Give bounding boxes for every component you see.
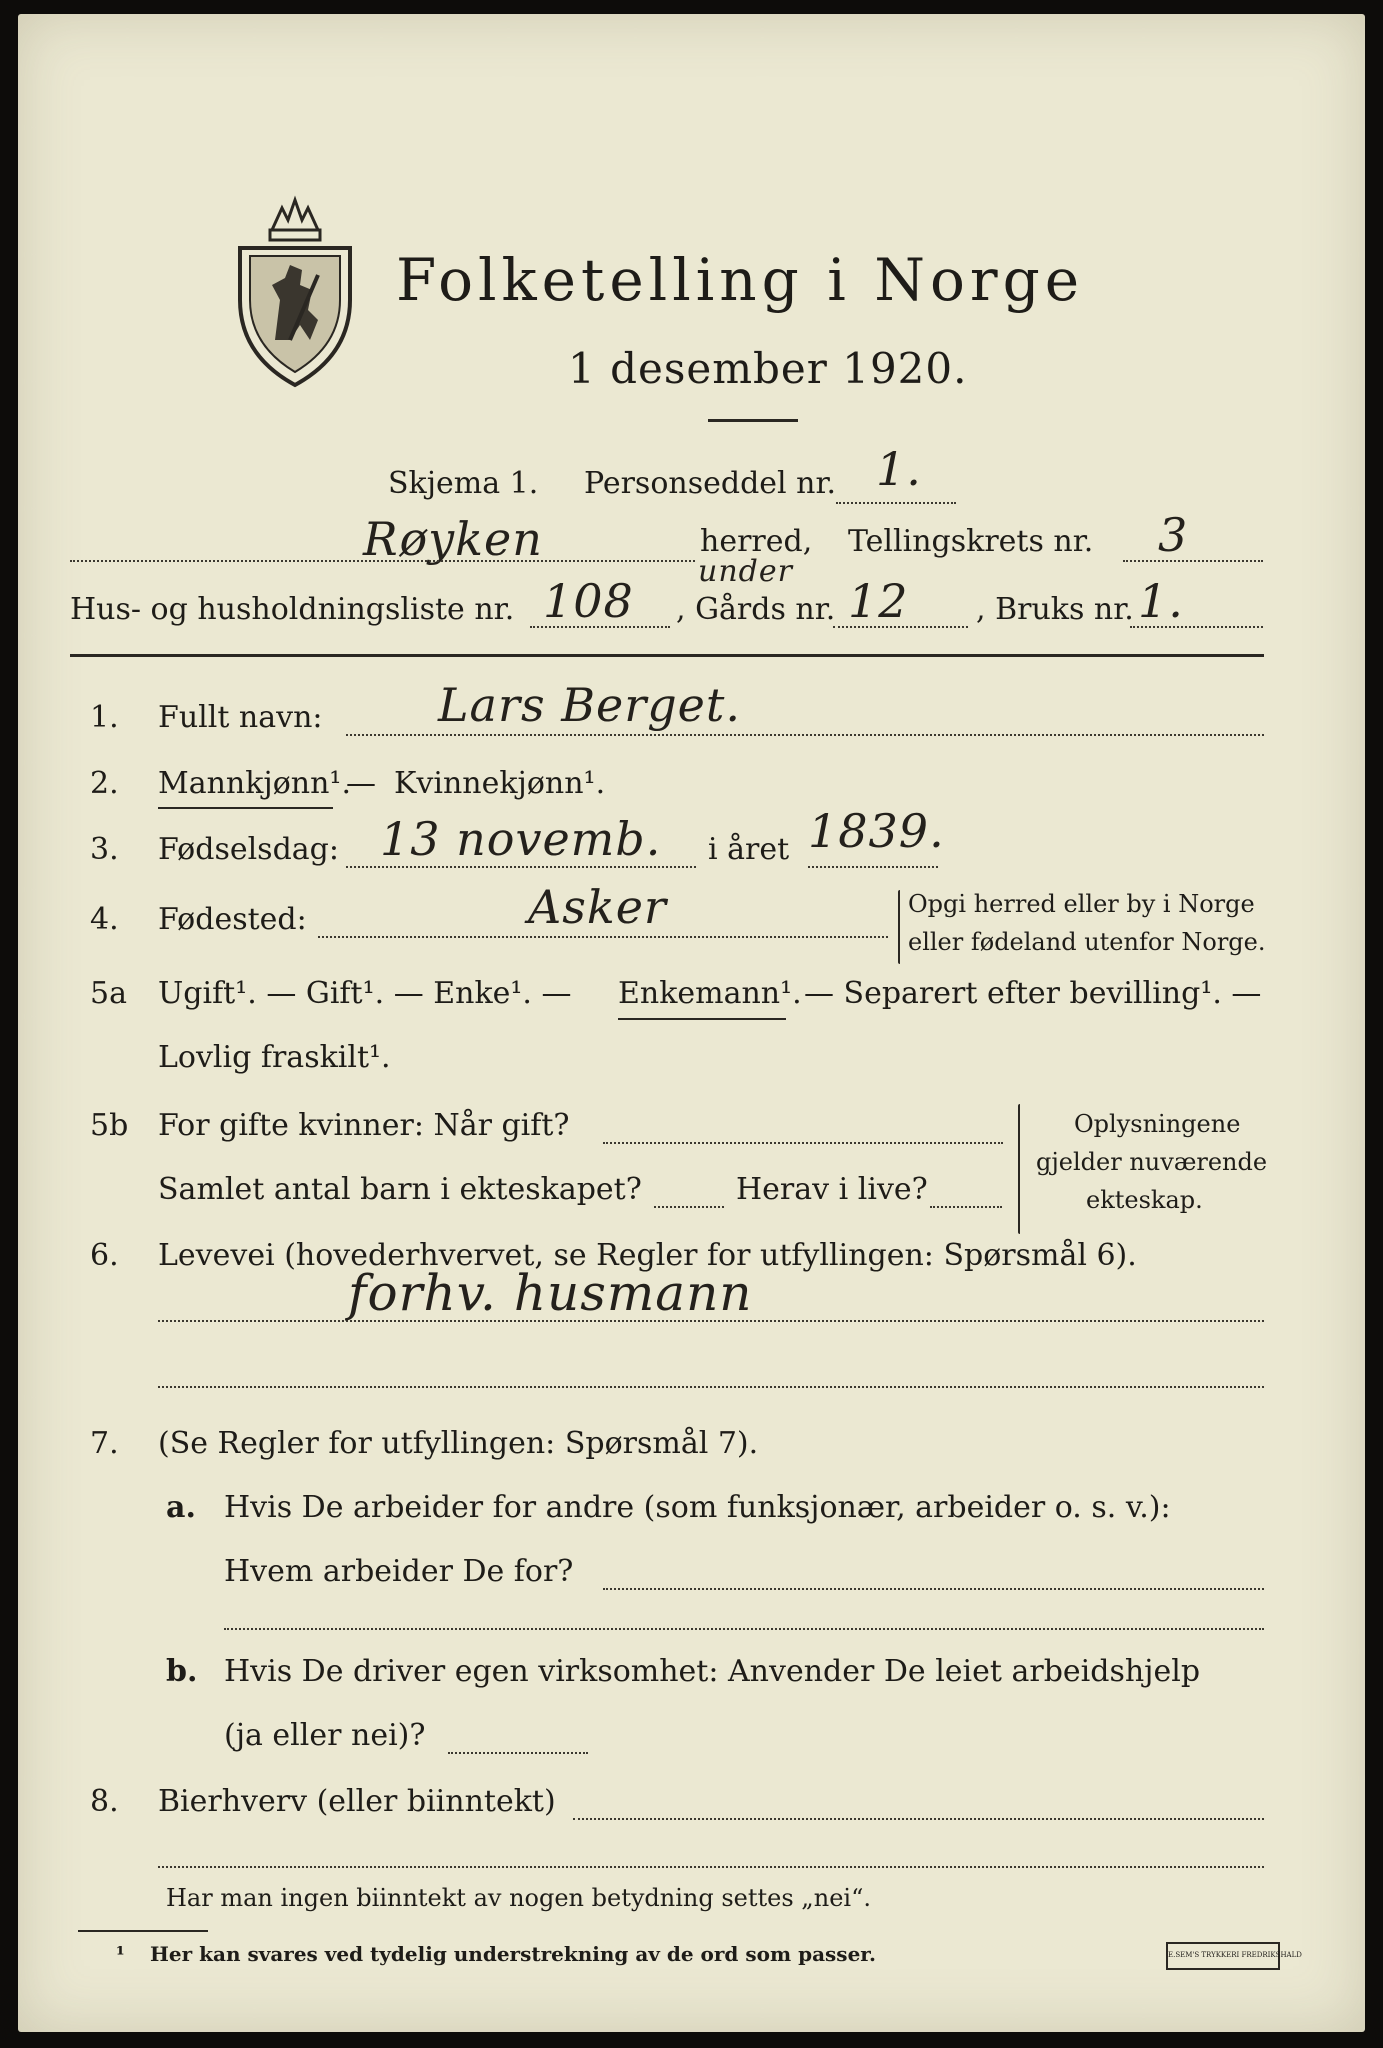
q6-label: Levevei (hovederhvervet, se Regler for utfyllingen: Spørsmål 6).: [158, 1238, 1137, 1273]
q8-label: Bierhverv (eller biinntekt): [158, 1784, 556, 1819]
occupation-value[interactable]: forhv. husmann: [348, 1264, 753, 1322]
q3-label: Fødselsdag:: [158, 832, 339, 867]
marital-options-a[interactable]: Ugift¹. — Gift¹. — Enke¹. —: [158, 976, 572, 1011]
q4-note-line2: eller fødeland utenfor Norge.: [908, 928, 1266, 956]
header-rule: [70, 654, 1264, 657]
footnote-mark: ¹: [116, 1942, 125, 1966]
marital-options-c[interactable]: — Separert efter bevilling¹. —: [804, 976, 1262, 1011]
footnote-rule: [78, 1930, 208, 1932]
q5b-note-line1: Oplysningene: [1074, 1110, 1241, 1138]
q1-number: 1.: [90, 700, 119, 735]
widower-underline: [618, 1018, 786, 1020]
q4-note-line1: Opgi herred eller by i Norge: [908, 890, 1255, 918]
birth-year-value[interactable]: 1839.: [808, 804, 945, 858]
schema-label: Skjema 1.: [388, 466, 539, 501]
q5b-label2: Samlet antal barn i ekteskapet?: [158, 1172, 642, 1207]
side-income-line[interactable]: [573, 1818, 1264, 1820]
footnote-text: Her kan svares ved tydelig understrekning av de ord som passer.: [150, 1942, 876, 1966]
person-label: Personseddel nr.: [584, 466, 837, 501]
bruks-value[interactable]: 1.: [1138, 574, 1184, 628]
q7b-letter: b.: [166, 1654, 198, 1689]
q6-number: 6.: [90, 1238, 119, 1273]
q5b-label3: Herav i live?: [736, 1172, 928, 1207]
hus-label: Hus- og husholdningsliste nr.: [70, 592, 515, 627]
children-count-line[interactable]: [654, 1206, 724, 1208]
full-name-value[interactable]: Lars Berget.: [438, 678, 741, 732]
q4-label: Fødested:: [158, 902, 307, 937]
printer-stamp: E.SEM'S TRYKKERI FREDRIKSHALD: [1166, 1942, 1280, 1970]
married-when-line[interactable]: [603, 1142, 1003, 1144]
q5b-note-line2: gjelder nuværende: [1036, 1148, 1268, 1176]
q5b-number: 5b: [90, 1108, 129, 1143]
q7b-line2: (ja eller nei)?: [224, 1718, 426, 1753]
birthday-value[interactable]: 13 novemb.: [380, 812, 662, 866]
hired-help-line[interactable]: [448, 1752, 588, 1754]
q7b-line1: Hvis De driver egen virksomhet: Anvender De leiet arbeidshjelp: [224, 1654, 1201, 1689]
employer-line2[interactable]: [224, 1628, 1264, 1630]
q6-line2: [158, 1386, 1264, 1388]
side-income-line2[interactable]: [158, 1866, 1264, 1868]
census-date: 1 desember 1920.: [568, 344, 968, 393]
herred-line: [70, 560, 695, 562]
q4-number: 4.: [90, 902, 119, 937]
q2-number: 2.: [90, 766, 119, 801]
herred-label: herred,: [700, 524, 813, 559]
male-option[interactable]: Mannkjønn¹.: [158, 766, 351, 801]
q8-number: 8.: [90, 1784, 119, 1819]
q5b-brace: [1018, 1104, 1020, 1234]
employer-line[interactable]: [603, 1588, 1264, 1590]
gards-value[interactable]: 12: [848, 574, 909, 628]
q4-brace: [898, 890, 900, 964]
hus-value[interactable]: 108: [543, 574, 634, 628]
person-number-value[interactable]: 1.: [876, 442, 922, 496]
q1-line: [346, 734, 1264, 736]
q4-line: [318, 936, 888, 938]
q3-date-line: [346, 866, 696, 868]
q5b-note-line3: ekteskap.: [1086, 1186, 1203, 1214]
q1-label: Fullt navn:: [158, 700, 323, 735]
male-underline: [158, 807, 333, 809]
female-option[interactable]: Kvinnekjønn¹.: [394, 766, 606, 801]
q3-year-line: [808, 866, 938, 868]
gards-label: , Gårds nr.: [676, 592, 836, 627]
herred-value[interactable]: Røyken: [363, 512, 543, 566]
birthplace-value[interactable]: Asker: [528, 880, 667, 934]
tellingskrets-line: [1123, 560, 1263, 562]
children-alive-line[interactable]: [930, 1206, 1002, 1208]
divorced-option[interactable]: Lovlig fraskilt¹.: [158, 1040, 391, 1075]
form-title: Folketelling i Norge: [396, 246, 1085, 314]
widower-option[interactable]: Enkemann¹.: [618, 976, 802, 1011]
q7-number: 7.: [90, 1426, 119, 1461]
q5b-label1: For gifte kvinner: Når gift?: [158, 1108, 570, 1143]
q7a-line1: Hvis De arbeider for andre (som funksjonær, arbeider o. s. v.):: [224, 1490, 1171, 1525]
coat-of-arms-icon: [230, 190, 360, 390]
q7a-line2: Hvem arbeider De for?: [224, 1554, 574, 1589]
title-divider: [708, 419, 798, 422]
tellingskrets-value[interactable]: 3: [1158, 508, 1189, 562]
person-line: [836, 502, 956, 504]
q7a-letter: a.: [166, 1490, 196, 1525]
q5a-number: 5a: [90, 976, 127, 1011]
q3-number: 3.: [90, 832, 119, 867]
footer-note: Har man ingen biinntekt av nogen betydning settes „nei“.: [166, 1884, 871, 1912]
herred-correction: under: [698, 554, 793, 589]
census-form: [18, 14, 1365, 2032]
q7-label: (Se Regler for utfyllingen: Spørsmål 7).: [158, 1426, 759, 1461]
q2-dash: —: [346, 766, 376, 801]
tellingskrets-label: Tellingskrets nr.: [848, 524, 1094, 559]
year-label: i året: [708, 832, 790, 867]
bruks-label: , Bruks nr.: [976, 592, 1134, 627]
